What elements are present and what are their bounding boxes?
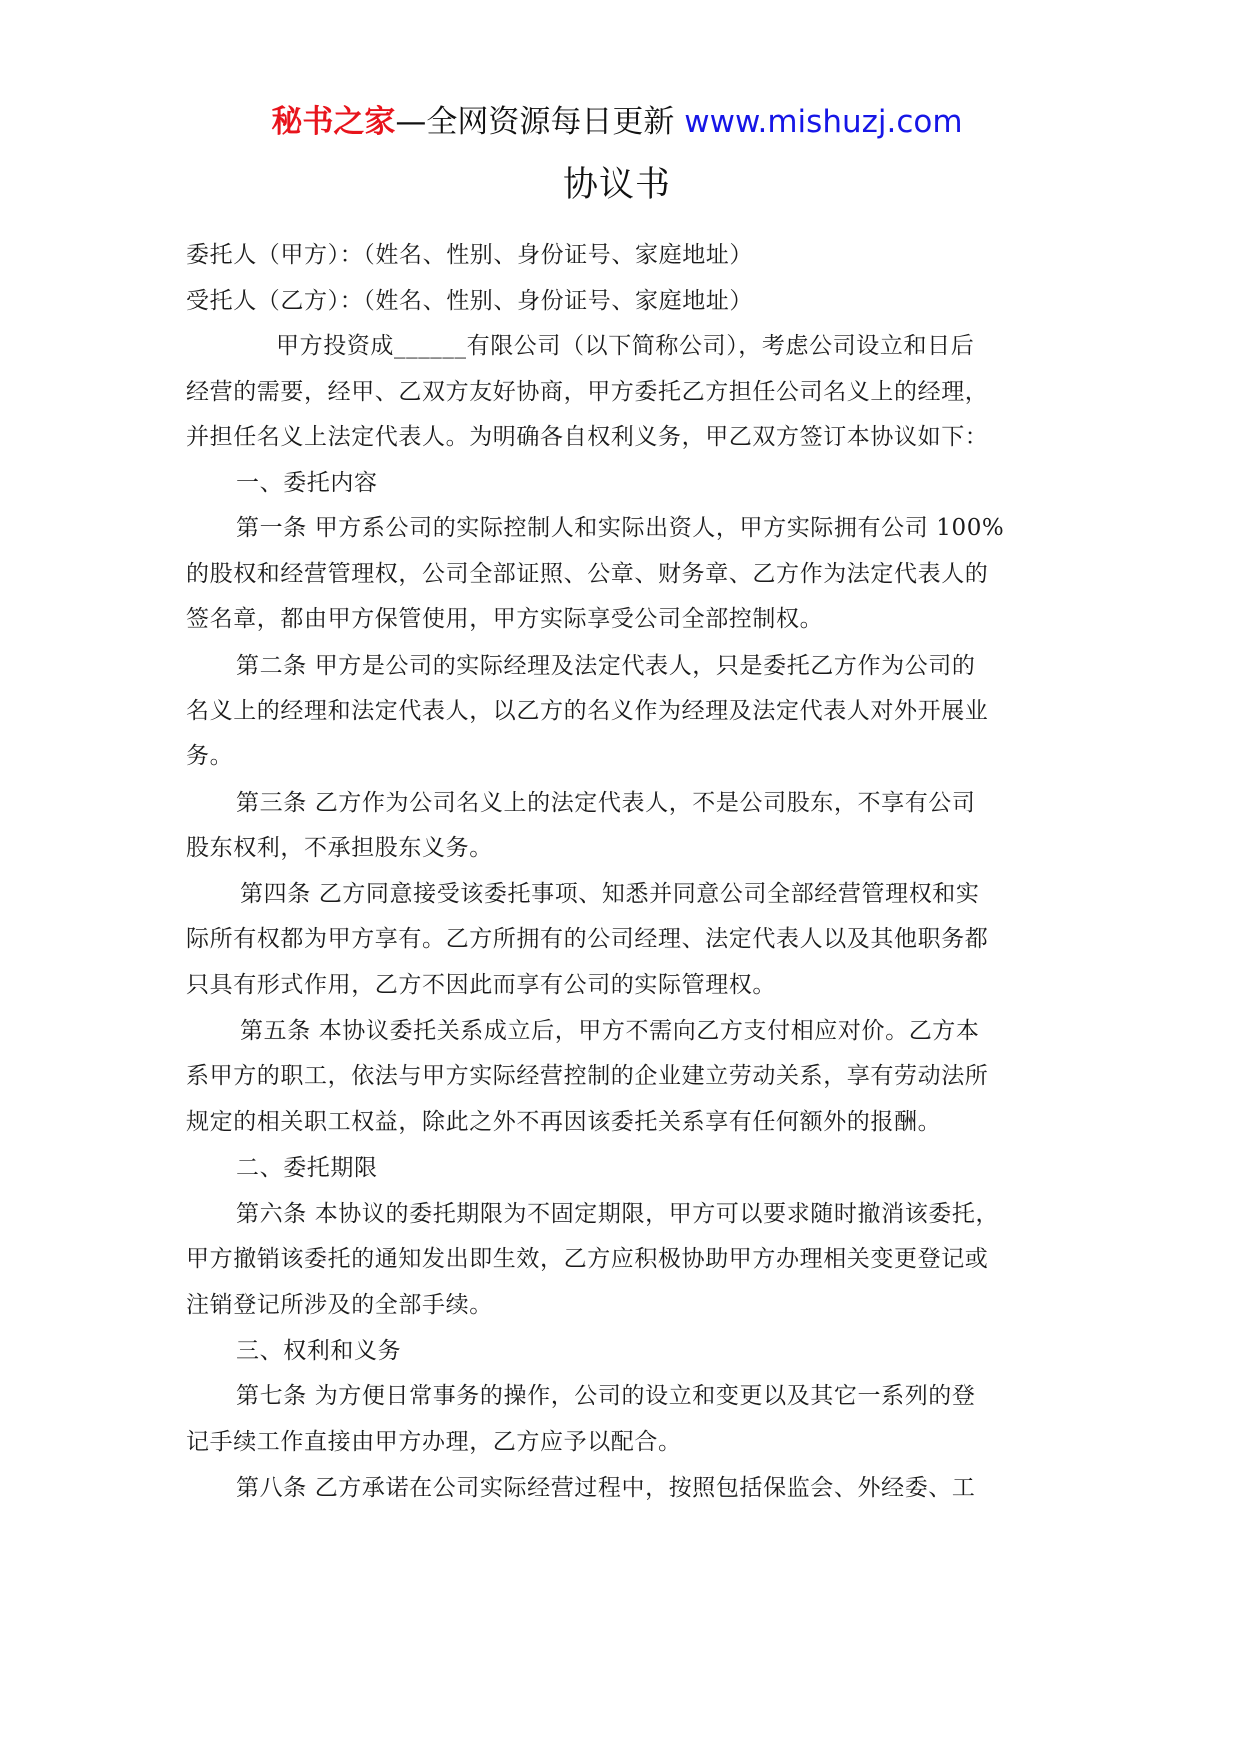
- clause-5-line: 规定的相关职工权益，除此之外不再因该委托关系享有任何额外的报酬。: [186, 1109, 942, 1135]
- clause-6-line: 第六条 本协议的委托期限为不固定期限，甲方可以要求随时撤消该委托，: [236, 1201, 1000, 1227]
- party-a-line: 委托人（甲方）：（姓名、性别、身份证号、家庭地址）: [186, 242, 753, 268]
- clause-8-line: 第八条 乙方承诺在公司实际经营过程中，按照包括保监会、外经委、工: [236, 1475, 976, 1501]
- site-brand: 秘书之家: [271, 104, 396, 140]
- clause-3-line: 股东权利，不承担股东义务。: [186, 835, 493, 861]
- clause-5-line: 第五条 本协议委托关系成立后，甲方不需向乙方支付相应对价。乙方本: [240, 1018, 980, 1044]
- document-title: 协议书: [562, 165, 671, 205]
- preamble-line: 并担任名义上法定代表人。为明确各自权利义务，甲乙双方签订本协议如下：: [186, 424, 989, 450]
- section-heading-3: 三、权利和义务: [236, 1338, 402, 1364]
- clause-6-line: 注销登记所涉及的全部手续。: [186, 1292, 493, 1318]
- clause-5-line: 系甲方的职工，依法与甲方实际经营控制的企业建立劳动关系，享有劳动法所: [186, 1063, 989, 1089]
- clause-4-line: 只具有形式作用，乙方不因此而享有公司的实际管理权。: [186, 972, 776, 998]
- clause-7-line: 第七条 为方便日常事务的操作，公司的设立和变更以及其它一系列的登: [236, 1383, 976, 1409]
- clause-3-line: 第三条 乙方作为公司名义上的法定代表人，不是公司股东，不享有公司: [236, 790, 976, 816]
- site-banner: [0, 102, 1234, 142]
- clause-1-line: 的股权和经营管理权，公司全部证照、公章、财务章、乙方作为法定代表人的: [186, 561, 989, 587]
- clause-4-line: 第四条 乙方同意接受该委托事项、知悉并同意公司全部经营管理权和实: [240, 881, 980, 907]
- party-b-line: 受托人（乙方）：（姓名、性别、身份证号、家庭地址）: [186, 288, 753, 314]
- preamble-line: 甲方投资成______有限公司（以下简称公司），考虑公司设立和日后: [276, 333, 975, 359]
- preamble-line: 经营的需要，经甲、乙双方友好协商，甲方委托乙方担任公司名义上的经理，: [186, 379, 989, 405]
- clause-4-line: 际所有权都为甲方享有。乙方所拥有的公司经理、法定代表人以及其他职务都: [186, 926, 989, 952]
- clause-2-line: 第二条 甲方是公司的实际经理及法定代表人，只是委托乙方作为公司的: [236, 653, 976, 679]
- section-heading-1: 一、委托内容: [236, 470, 378, 496]
- clause-1-line: 第一条 甲方系公司的实际控制人和实际出资人，甲方实际拥有公司 100%: [236, 515, 1005, 541]
- clause-2-line: 务。: [186, 743, 234, 769]
- section-heading-2: 二、委托期限: [236, 1155, 378, 1181]
- clause-1-line: 签名章，都由甲方保管使用，甲方实际享受公司全部控制权。: [186, 606, 824, 632]
- site-tagline: —全网资源每日更新: [395, 104, 685, 140]
- clause-2-line: 名义上的经理和法定代表人，以乙方的名义作为经理及法定代表人对外开展业: [186, 698, 989, 724]
- clause-7-line: 记手续工作直接由甲方办理，乙方应予以配合。: [186, 1429, 682, 1455]
- clause-6-line: 甲方撤销该委托的通知发出即生效，乙方应积极协助甲方办理相关变更登记或: [186, 1246, 989, 1272]
- site-url: www.mishuzj.com: [684, 104, 963, 140]
